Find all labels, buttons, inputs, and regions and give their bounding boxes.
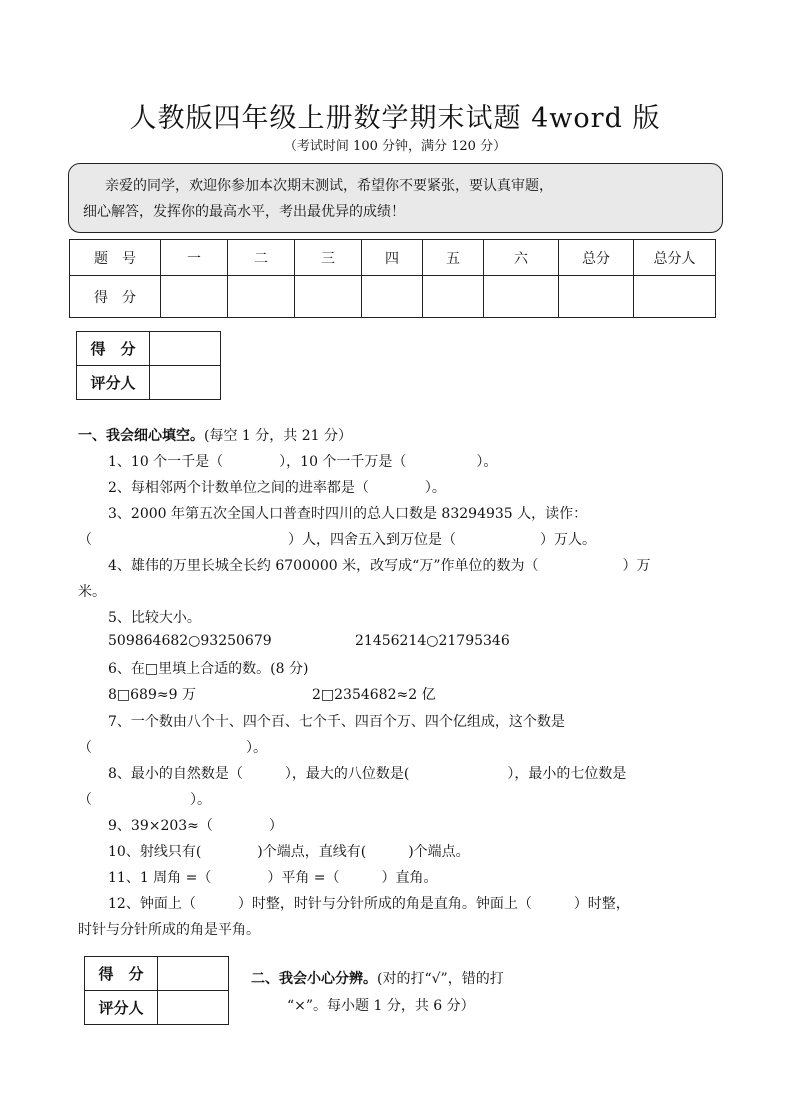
question-12-line-1: 12、钟面上（ ）时整，时针与分针所成的角是直角。钟面上（ ）时整， xyxy=(108,896,630,912)
question-7-line-2: （ ）。 xyxy=(78,740,267,756)
question-4-line-2: 米。 xyxy=(78,584,106,600)
score-table-score-row xyxy=(70,276,716,318)
question-5-compare-a: 509864682○93250679 xyxy=(108,633,272,649)
question-9: 9、39×203≈（ ） xyxy=(108,818,283,834)
header-cell: 一 xyxy=(161,240,228,276)
grader-box-1 xyxy=(76,331,221,400)
score-cell xyxy=(484,276,559,318)
score-row-label: 得 分 xyxy=(70,276,161,318)
grader-label: 评分人 xyxy=(77,366,150,400)
header-cell: 五 xyxy=(423,240,484,276)
score-value-cell xyxy=(158,957,229,991)
score-table xyxy=(69,239,716,318)
question-4-line-1: 4、雄伟的万里长城全长约 6700000 米，改写成“万”作单位的数为（ ）万 xyxy=(108,558,651,574)
grader-value-cell xyxy=(150,366,221,400)
section-2-heading: 二、我会小心分辨。(对的打“√”，错的打 xyxy=(251,971,504,987)
score-label: 得 分 xyxy=(85,957,158,991)
question-6-a: 8□689≈9 万 xyxy=(108,687,196,703)
header-cell: 三 xyxy=(295,240,362,276)
score-cell xyxy=(362,276,423,318)
notice-line-1: 亲爱的同学，欢迎你参加本次期末测试，希望你不要紧张，要认真审题， xyxy=(105,178,553,194)
question-3-line-2: （ ）人，四舍五入到万位是（ ）万人。 xyxy=(78,532,596,548)
header-cell: 总分 xyxy=(559,240,634,276)
question-5: 5、比较大小。 xyxy=(108,610,201,626)
score-cell xyxy=(559,276,634,318)
question-7-line-1: 7、一个数由八个十、四个百、七个千、四百个万、四个亿组成，这个数是 xyxy=(108,714,565,730)
header-cell: 二 xyxy=(228,240,295,276)
question-5-compare-b: 21456214○21795346 xyxy=(355,633,510,649)
score-cell xyxy=(228,276,295,318)
score-table-header-row xyxy=(70,240,716,276)
notice-box xyxy=(68,163,723,233)
score-cell xyxy=(161,276,228,318)
header-cell: 四 xyxy=(362,240,423,276)
question-8-line-2: （ ）。 xyxy=(78,792,211,808)
exam-time-note: （考试时间 100 分钟，满分 120 分） xyxy=(283,139,507,154)
grader-value-cell xyxy=(158,991,229,1025)
score-cell xyxy=(423,276,484,318)
question-6: 6、在□里填上合适的数。(8 分) xyxy=(108,661,309,677)
question-2: 2、每相邻两个计数单位之间的进率都是（ ）。 xyxy=(108,480,446,496)
grader-box-2 xyxy=(84,956,229,1025)
question-3-line-1: 3、2000 年第五次全国人口普查时四川的总人口数是 83294935 人，读作： xyxy=(108,506,588,522)
score-label: 得 分 xyxy=(77,332,150,366)
question-8-line-1: 8、最小的自然数是（ ），最大的八位数是( ），最小的七位数是 xyxy=(108,766,627,782)
score-cell xyxy=(634,276,716,318)
question-6-b: 2□2354682≈2 亿 xyxy=(312,687,436,703)
score-value-cell xyxy=(150,332,221,366)
section-2-note: “×”。每小题 1 分，共 6 分） xyxy=(287,998,475,1014)
question-12-line-2: 时针与分针所成的角是平角。 xyxy=(78,922,260,938)
score-cell xyxy=(295,276,362,318)
question-10: 10、射线只有( )个端点，直线有( )个端点。 xyxy=(108,844,470,860)
header-cell: 总分人 xyxy=(634,240,716,276)
section-1-heading: 一、我会细心填空。(每空 1 分，共 21 分） xyxy=(78,428,352,444)
header-cell: 题 号 xyxy=(70,240,161,276)
page-title: 人教版四年级上册数学期末试题 4word 版 xyxy=(129,103,661,134)
grader-label: 评分人 xyxy=(85,991,158,1025)
header-cell: 六 xyxy=(484,240,559,276)
notice-line-2: 细心解答，发挥你的最高水平，考出最优异的成绩！ xyxy=(83,204,405,220)
question-1: 1、10 个一千是（ ），10 个一千万是（ ）。 xyxy=(108,454,498,470)
question-11: 11、1 周角 =（ ）平角 =（ ）直角。 xyxy=(108,870,438,886)
